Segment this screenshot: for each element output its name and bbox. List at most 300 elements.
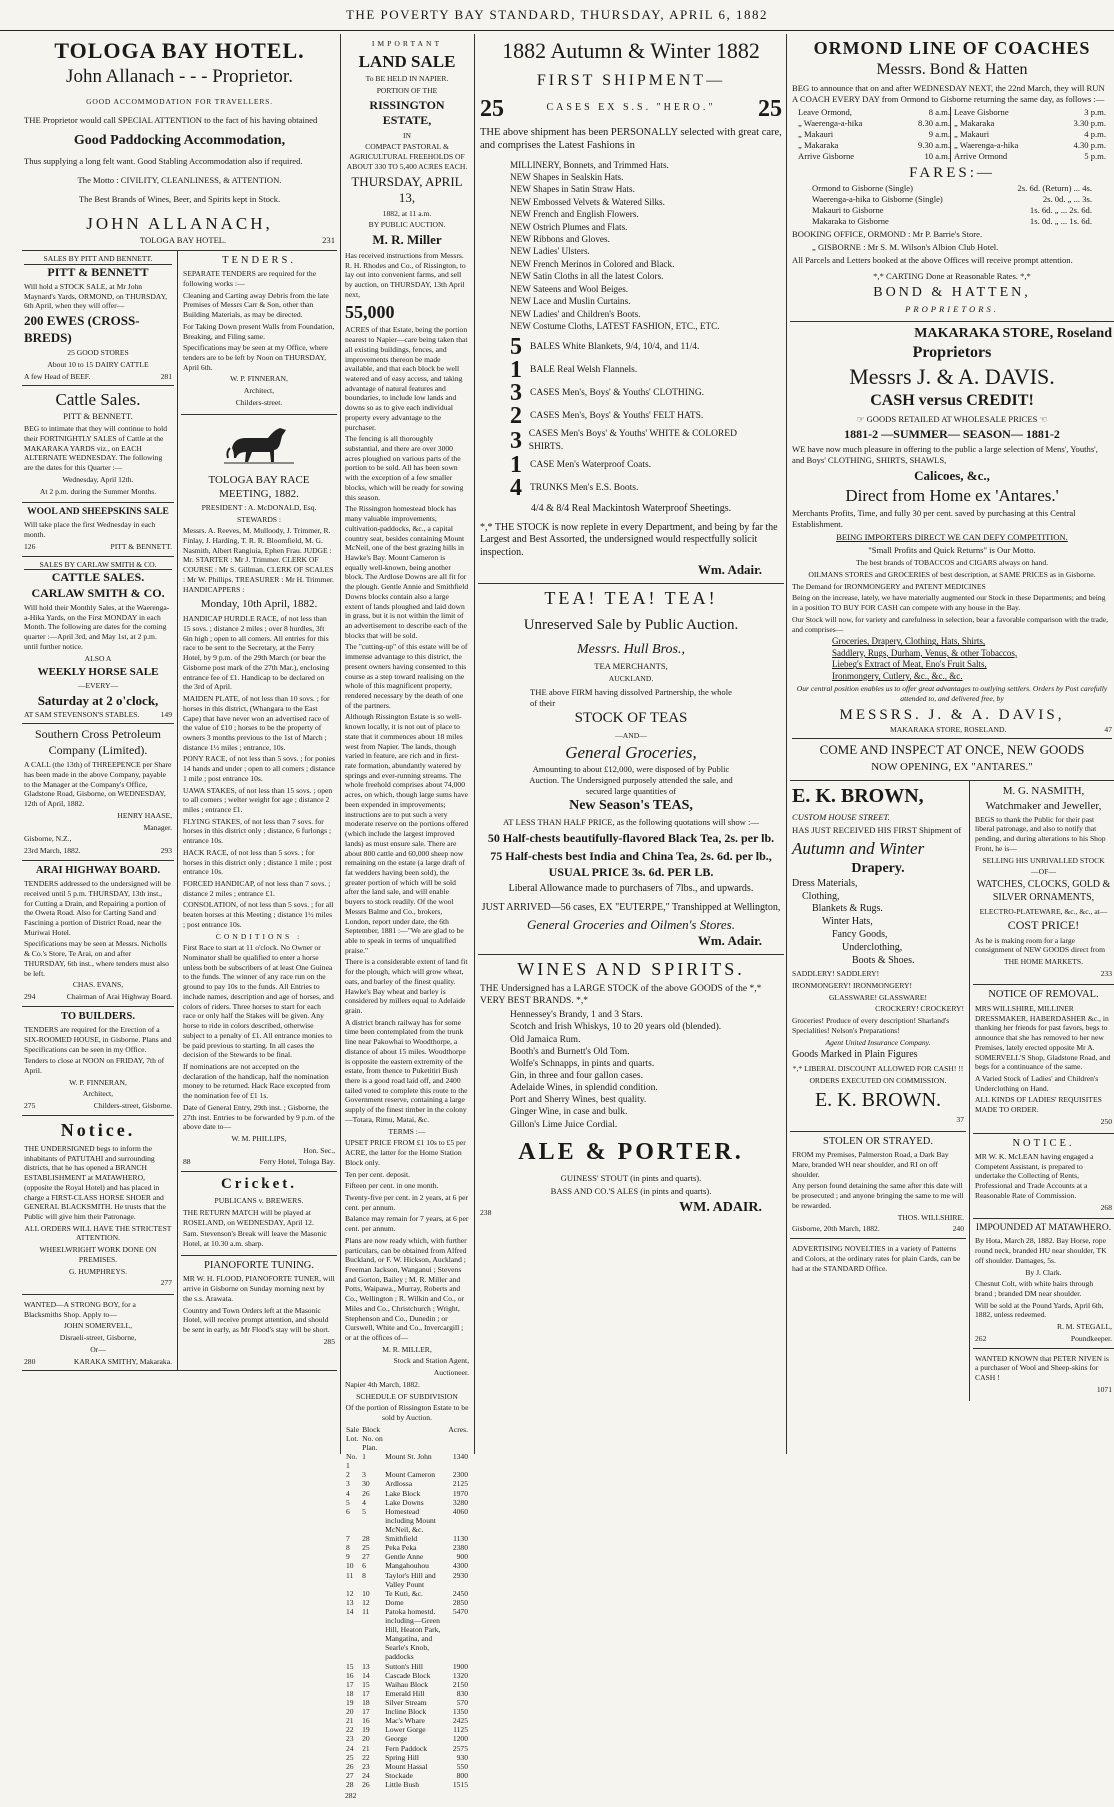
table-cell: 8	[362, 1570, 366, 1580]
column-3	[478, 34, 784, 1454]
table-cell: 14	[362, 1670, 370, 1680]
ad-body: MR W. H. FLOOD, PIANOFORTE TUNER, will arrive in Gisborne on Sunday morning next by the s.s. Arawata.	[183, 1274, 335, 1303]
ad-body: ALL KINDS OF LADIES' REQUISITES MADE TO ORDER.	[975, 1095, 1102, 1115]
table-cell: Cascade Block	[385, 1670, 431, 1680]
ad-line: PORTION OF THE	[376, 86, 438, 96]
ad-role: Stock and Station Agent,	[393, 1356, 469, 1366]
table-cell: Mount Cameron	[385, 1470, 436, 1480]
table-row	[345, 1716, 469, 1725]
ad-body: Our Stock will now, for variety and carefulness in selection, bear a favorable comparison with the trade, and comprises—	[792, 614, 1109, 634]
ad-footer	[792, 1224, 964, 1234]
table-cell: 1125	[453, 1725, 468, 1735]
ad-address: TOLOGA BAY HOTEL.	[139, 234, 227, 245]
ad-body: Balance may remain for 7 years, at 6 per cent. per annum.	[345, 1214, 469, 1234]
pitt-bennett-sale-ad	[22, 251, 174, 387]
table-cell: Dome	[385, 1597, 404, 1607]
ad-body: MRS WILLSHIRE, MILLINER DRESSMAKER, HABERDASHER &c., in thanking her friends for past favors, begs to announce that she has removed to her new Premises, lately erected opposite Mr A. SOMERVELL'S Shop, Gladstone Road, and begs for a continuance of the same.	[975, 1003, 1111, 1072]
ad-line: "Small Profits and Quick Returns" is Our Motto.	[868, 545, 1036, 556]
ad-line: BY PUBLIC AUCTION.	[368, 220, 446, 230]
ad-body: UPSET PRICE FROM £1 10s to £5 per ACRE, the latter for the Home Station Block only.	[345, 1138, 466, 1167]
ad-signature: Wm. Adair.	[697, 561, 762, 577]
ad-heading: Good Paddocking Accommodation,	[73, 133, 286, 149]
race-item: HACK RACE, of not less than 5 sovs. ; for horses in this district only ; distance 1 mile ; post entrance 10s.	[183, 847, 332, 877]
list-item	[510, 474, 752, 501]
ad-heading: CASH versus CREDIT!	[870, 392, 1034, 410]
ad-heading: Proprietors	[912, 343, 992, 361]
masthead: THE POVERTY BAY STANDARD, THURSDAY, APRIL 6, 1882	[0, 0, 1114, 31]
stop-name: „ Waerenga-a-hika	[798, 117, 863, 128]
ad-body: Being on the increase, lately, we have materially augmented our Stock in these Departments; and being in a position TO BUY FOR CASH can compete with any house in the Bay.	[792, 593, 1106, 613]
wanted-known-ad	[973, 1349, 1114, 1401]
ad-line: Or—	[90, 1344, 106, 1354]
builders-ad	[22, 1007, 174, 1116]
ad-line: IMPORTANT	[371, 39, 443, 48]
table-cell: 12	[362, 1597, 370, 1607]
timetable	[798, 107, 1106, 162]
ad-body: ACRES of that Estate, being the portion nearest to Napier—care being taken that all existing buildings, fences, and improvements thereon be made available, and that each block be well watered and of easy access, and taking advantage of natural features and boundaries, to include low lands and downs so as to give each individual property every advantage to the purchaser.	[345, 325, 468, 432]
ad-firm: Messrs J. & A. DAVIS.	[849, 363, 1055, 389]
list-item: MILLINERY, Bonnets, and Trimmed Hats.	[510, 159, 669, 170]
table-header-cell	[384, 1425, 447, 1452]
table-row	[345, 1689, 469, 1698]
table-row	[345, 1507, 469, 1534]
stop-name: „ Waerenga-a-hika	[954, 139, 1019, 150]
ad-body: HAS JUST RECEIVED HIS FIRST Shipment of	[792, 825, 962, 836]
ad-header: SALES BY CARLAW SMITH & CO.	[24, 560, 172, 571]
ad-role: Hon. Sec.,	[303, 1145, 335, 1155]
table-cell: 10	[346, 1561, 354, 1571]
race-item: CONSOLATION, of not less than 5 sovs. ; for all beaten horses at this Meeting ; distance 1½ miles ; post entrance 10s.	[183, 900, 334, 929]
ad-line: —OF—	[1031, 867, 1056, 877]
petroleum-ad	[22, 724, 174, 860]
ad-line: ALL ORDERS WILL HAVE THE STRICTEST ATTENTION.	[24, 1223, 172, 1243]
ad-body: The "cutting-up" of this estate will be of immense advantage to this district, the present owners having consented to this course as a step toward realising on the whole of this magnificent property, rendered necessary by the death of one of the partners.	[345, 642, 468, 710]
table-cell: 800	[456, 1770, 468, 1780]
ad-address: Childers-street.	[235, 397, 283, 407]
ad-header: SALES BY PITT AND BENNETT.	[24, 254, 172, 265]
ad-body: As he is making room for a large consignment of NEW GOODS direct from	[975, 935, 1105, 955]
ad-firm: M. G. NASMITH,	[1002, 785, 1085, 798]
table-cell: 16	[346, 1670, 354, 1680]
notice-ad	[22, 1116, 174, 1295]
table-cell: Emerald Hill	[385, 1688, 425, 1698]
ad-body: By Hota, March 28, 1882. Bay Horse, rope round neck, branded HU near shoulder, TK off shoulder. Damages, 5s.	[975, 1236, 1107, 1265]
table-cell: 16	[362, 1716, 370, 1726]
ad-signature: R. M. STEGALL,	[1056, 1322, 1112, 1332]
ad-heading: Unreserved Sale by Public Auction.	[523, 616, 739, 633]
fare-price: 1s. 0d. „ ... 1s. 6d.	[1029, 215, 1092, 226]
ad-role: Auctioneer.	[433, 1368, 469, 1378]
table-cell: 2125	[452, 1479, 468, 1489]
fare-row	[812, 194, 1092, 205]
ad-number: 294	[24, 992, 36, 1001]
ad-body: Will be sold at the Pound Yards, April 6th, 1882, unless redeemed.	[975, 1300, 1104, 1320]
fares-table	[812, 183, 1092, 227]
ad-line: AUCKLAND.	[608, 673, 654, 683]
bale-desc: CASES Men's Boys' & Youths' WHITE & COLORED SHIRTS.	[528, 429, 737, 452]
table-cell: 26	[362, 1488, 370, 1498]
ad-number: 280	[24, 1356, 36, 1366]
table-cell: 2300	[452, 1470, 468, 1480]
ad-auctioneer: M. R. Miller	[372, 232, 442, 248]
ad-line: TEA MERCHANTS,	[594, 660, 668, 671]
ad-heading: General Groceries,	[565, 743, 697, 763]
ad-title: TOLOGA BAY HOTEL.	[54, 38, 305, 63]
davis-store-ad	[790, 322, 1114, 782]
ad-number: 233	[1100, 968, 1112, 978]
list-item: Dress Materials,	[792, 877, 858, 889]
table-cell: 6	[346, 1506, 350, 1516]
ad-heading: WATCHES, CLOCKS, GOLD & SILVER ORNAMENTS,	[976, 878, 1111, 903]
ad-heading: FIRST SHIPMENT—	[536, 72, 726, 90]
ad-line: CROCKERY! CROCKERY!	[875, 1004, 964, 1014]
col1-split	[22, 251, 337, 1371]
ad-line: „ GISBORNE : Mr S. M. Wilson's Albion Club Hotel.	[812, 241, 999, 252]
table-cell: 1200	[452, 1734, 468, 1744]
ad-address: Disraeli-street, Gisborne,	[59, 1333, 137, 1343]
table-cell: Ardlossa	[385, 1479, 413, 1489]
ad-body: WANTED—A STRONG BOY, for a Blacksmiths Shop. Apply to—	[24, 1300, 136, 1319]
list-item	[510, 334, 752, 361]
ad-signature: BOND & HATTEN,	[873, 284, 1031, 300]
table-cell: 1	[362, 1452, 366, 1462]
ad-title: Cricket.	[220, 1176, 298, 1193]
stop-time: 8.30 a.m.	[918, 117, 950, 128]
table-cell: 5	[346, 1497, 350, 1507]
list-item: Adelaide Wines, in splendid condition.	[510, 1083, 658, 1094]
advertising-ad	[790, 1239, 966, 1279]
bale-count: 4	[510, 474, 522, 501]
table-cell: 2425	[452, 1716, 468, 1726]
table-cell: 2850	[452, 1597, 468, 1607]
ad-line: About 10 to 15 DAIRY CATTLE	[47, 360, 149, 370]
ad-title: LAND SALE	[358, 51, 456, 71]
table-header-cell: Sale Lot.	[346, 1424, 360, 1443]
ad-address: KARAKA SMITHY, Makaraka.	[73, 1356, 172, 1366]
ad-title: STOLEN OR STRAYED.	[823, 1135, 933, 1147]
ad-signature: E. K. BROWN.	[814, 1088, 942, 1111]
removal-ad	[973, 985, 1114, 1133]
ad-date: Gisborne, 20th March, 1882.	[792, 1224, 880, 1234]
table-cell: 21	[362, 1743, 370, 1753]
ad-title: PIANOFORTE TUNING.	[203, 1259, 314, 1271]
subdivision-table-body	[345, 1452, 469, 1789]
ad-signature: CHAS. EVANS,	[72, 980, 124, 990]
cricket-ad	[181, 1172, 337, 1256]
ad-heading: SCHEDULE OF SUBDIVISION	[356, 1391, 458, 1401]
ad-footer	[183, 1157, 335, 1167]
table-cell: 18	[346, 1688, 354, 1698]
ad-body: Will hold a STOCK SALE, at Mr John Maynard's Yards, ORMOND, on THURSDAY, 6th April, when they will offer—	[24, 281, 167, 311]
wines-spirits-ad	[478, 955, 784, 1222]
table-cell: 22	[362, 1752, 370, 1762]
ad-line: SADDLERY! SADDLERY!	[792, 969, 880, 979]
table-cell: 1350	[452, 1707, 468, 1717]
ad-signature: Wm. Adair.	[697, 933, 762, 949]
table-row	[345, 1489, 469, 1498]
ad-heading: COST PRICE!	[1007, 918, 1080, 933]
acres-figure	[345, 301, 469, 323]
list-item: Liebeg's Extract of Meat, Eno's Fruit Salts,	[832, 659, 987, 670]
list-item: NEW Ostrich Plumes and Flats.	[510, 221, 628, 232]
ad-line: IRONMONGERY! IRONMONGERY!	[792, 981, 913, 991]
col1-left	[22, 251, 177, 1370]
bale-count: 3	[510, 427, 522, 454]
timetable-row	[954, 118, 1106, 129]
ad-title: Cattle Sales.	[55, 390, 141, 410]
ad-date: Napier 4th March, 1882.	[345, 1379, 420, 1389]
ad-title: TENDERS.	[222, 254, 296, 266]
stop-time: 3 p.m.	[1084, 106, 1106, 117]
ad-heading: Calicoes, &c.,	[914, 467, 990, 483]
table-cell: 1320	[452, 1670, 468, 1680]
brown-items-list	[792, 878, 964, 968]
table-cell: Homestead including Mount McNeil, &c.	[385, 1506, 436, 1534]
table-cell: Lake Downs	[385, 1497, 424, 1507]
list-item: NEW Shapes in Satin Straw Hats.	[510, 184, 635, 195]
ad-body: First Race to start at 11 o'clock. No Owner or Nominator shall be qualified to enter a horse unless both be subscribers of at least One Guinea to the funds. The winner of any race run on the ground to pay 10s to the funds. All Entries to include names, description and age of horses, and colors of riders. Three horses to start for each race or only half the Stakes will be given. Any horse to ride in colors described, otherwise subject to a penalty of £1. All entrance monies to be paid previous to starting. In all cases the decision of the Stewards to be final.	[183, 943, 334, 1060]
ad-body: Has received instructions from Messrs. R. H. Rhodes and Co., of Rissington, to lay out into convenient farms, and sell by auction, on THURSDAY, 13th April next,	[345, 250, 466, 299]
table-cell: Mac's Whare	[385, 1716, 425, 1726]
ad-line: *,* CARTING Done at Reasonable Rates. *,*	[873, 270, 1031, 281]
bale-desc: CASES Men's, Boys' & Youths' CLOTHING.	[530, 388, 705, 399]
ad-body: Cleaning and Carting away Debris from the late Premises of Messrs Carr & Son, other than Building Materials, as may be directed.	[183, 290, 329, 320]
race-item: FLYING STAKES, of not less than 7 sovs. for horses in this district only ; distance, 6 furlongs ; entrance 10s.	[183, 816, 332, 846]
column-rule	[786, 34, 787, 1454]
horse-illustration	[183, 422, 335, 469]
ad-body: Our central position enables us to offer great advantages to outlying settlers. Orders by Post carefully attended to, and delivered free, by	[796, 684, 1108, 704]
ad-line: PRESIDENT : A. McDONALD, Esq.	[201, 502, 317, 512]
table-cell: George	[385, 1734, 408, 1744]
table-cell: 2575	[452, 1743, 468, 1753]
ad-number: 37	[956, 1115, 964, 1125]
ad-heading: Saturday at 2 o'clock,	[37, 693, 159, 709]
timetable-right	[950, 107, 1106, 162]
timetable-row	[798, 151, 950, 162]
ad-footer	[975, 1334, 1112, 1344]
ad-line: 25 GOOD STORES	[67, 348, 129, 358]
ad-firm: PITT & BENNETT.	[110, 541, 172, 551]
ad-footer	[24, 542, 172, 552]
list-item	[510, 451, 752, 478]
table-row	[345, 1452, 469, 1470]
ad-body: JUST ARRIVED—56 cases, EX "EUTERPE," Transhipped at Wellington,	[481, 901, 781, 913]
column-2	[343, 34, 471, 1801]
timetable-row	[954, 129, 1106, 140]
table-row	[345, 1671, 469, 1680]
timetable-left	[798, 107, 950, 162]
ad-line: COMPACT PASTORAL & AGRICULTURAL FREEHOLDS OF ABOUT 330 TO 5,400 ACRES EACH.	[346, 142, 468, 171]
fare-route: Makauri to Gisborne	[812, 204, 884, 215]
table-cell: 900	[456, 1552, 468, 1562]
ad-signature: G. HUMPHREYS.	[68, 1266, 128, 1276]
tologa-hotel-ad	[22, 34, 337, 251]
ad-heading: 1881-2 —SUMMER— SEASON— 1881-2	[844, 426, 1060, 441]
ad-role: Poundkeeper.	[1070, 1333, 1112, 1343]
ad-firm: E. K. BROWN,	[792, 785, 924, 808]
table-cell: Taylor's Hill and Valley Pount	[385, 1570, 436, 1589]
ad-heading: STOCK OF TEAS	[574, 710, 688, 727]
ad-number: 282	[345, 1791, 357, 1801]
ad-title: 1882 Autumn & Winter 1882	[502, 38, 760, 63]
col1-right	[177, 251, 337, 1370]
stop-time: 10 a.m.	[924, 150, 950, 161]
ad-body: Liberal Allowance made to purchasers of 7lbs., and upwards.	[508, 883, 754, 895]
ad-line: AT LESS THAN HALF PRICE, as the following quotations will show :—	[502, 816, 760, 827]
ad-line: —AND—	[615, 730, 647, 740]
table-cell: 20	[362, 1734, 370, 1744]
ad-line: THE HOME MARKETS.	[1003, 957, 1084, 967]
table-cell: Little Bush	[385, 1780, 420, 1790]
ormond-coaches-ad	[790, 34, 1114, 322]
stop-name: „ Makaraka	[798, 139, 839, 150]
table-row	[345, 1607, 469, 1662]
ad-body: Sam. Stevenson's Break will leave the Masonic Hotel, at 10.30 a.m. sharp.	[183, 1229, 327, 1249]
ad-signature: JOHN SOMERVELL,	[63, 1321, 133, 1331]
wool-sale-ad	[22, 503, 174, 556]
ad-body: Ten per cent. deposit.	[345, 1169, 411, 1179]
ad-proprietor: John Allanach - - - Proprietor.	[66, 66, 293, 88]
table-cell: 11	[346, 1570, 354, 1580]
list-item: NEW Embossed Velvets & Watered Silks.	[510, 196, 665, 207]
list-item: Gin, in three and four gallon cases.	[510, 1070, 643, 1081]
table-row	[345, 1598, 469, 1607]
ad-heading: THURSDAY, APRIL 13,	[351, 173, 463, 206]
cattle-sales-ad	[22, 386, 174, 503]
shipment-count: 25	[758, 95, 782, 122]
table-row	[345, 1725, 469, 1734]
list-item: Clothing,	[802, 890, 840, 902]
ad-body: *,* THE STOCK is now replete in every Department, and being by far the Largest and Best Assorted, the undersigned would respectfully solicit inspection.	[480, 521, 778, 559]
list-item: Port and Sherry Wines, best quality.	[510, 1095, 647, 1106]
ad-firm: PITT & BENNETT	[47, 264, 149, 279]
list-item: Boots & Shoes.	[852, 954, 915, 966]
table-cell: Waihau Block	[385, 1679, 429, 1689]
table-cell: 13	[362, 1661, 370, 1671]
ad-body: Country and Town Orders left at the Masonic Hotel, will receive prompt attention, and should be sent in early, as Mr Flood's stay will be short.	[183, 1305, 330, 1334]
table-cell: 3	[362, 1470, 366, 1480]
ad-body: Any person found detaining the same after this date will be prosecuted ; and anyone bringing the same to me will be rewarded.	[792, 1181, 964, 1210]
list-item: Groceries, Drapery, Clothing, Hats, Shirts,	[832, 636, 986, 647]
list-item: Fancy Goods,	[832, 928, 888, 940]
list-item: NEW Ladies' and Children's Boots.	[510, 308, 641, 319]
table-cell: 9	[346, 1552, 350, 1562]
table-cell: 7	[346, 1534, 350, 1544]
table-cell: 10	[362, 1588, 370, 1598]
table-row	[345, 1734, 469, 1743]
table-cell: 8	[346, 1543, 350, 1553]
table-cell: 830	[456, 1688, 468, 1698]
stop-time: 3.30 p.m.	[1073, 117, 1106, 128]
list-item	[510, 403, 752, 430]
table-cell: 26	[346, 1761, 354, 1771]
ad-body: ADVERTISING NOVELTIES in a variety of Patterns and Colors, at the ordinary rates for plain Cards, can be had at the STANDARD Office.	[792, 1244, 961, 1273]
ad-body: WANTED KNOWN that PETER NIVEN is a purchaser of Wool and Sheep-skins for CASH !	[975, 1353, 1109, 1383]
ad-number: 250	[1100, 1116, 1112, 1126]
table-cell: 27	[346, 1770, 354, 1780]
list-item: NEW French and English Flowers.	[510, 209, 639, 220]
table-cell: 12	[346, 1588, 354, 1598]
table-row	[345, 1561, 469, 1570]
ad-number: 293	[160, 845, 172, 855]
table-cell: 27	[362, 1552, 370, 1562]
bale-count: 1	[510, 357, 522, 384]
autumn-winter-ad	[478, 34, 784, 584]
table-cell: 13	[346, 1597, 354, 1607]
ad-line: Of the portion of Rissington Estate to be sold by Auction.	[345, 1403, 469, 1423]
table-cell: 4	[346, 1488, 350, 1498]
race-item: UAWA STAKES, of not less than 15 sovs. ; open to all comers ; welter weight for age ; distance 2 miles ; entrance £1.	[183, 785, 333, 814]
ad-number: 47	[1104, 725, 1112, 735]
shipment-line	[480, 95, 782, 122]
table-cell: Smithfield	[385, 1534, 418, 1544]
table-cell: Mount Hassal	[385, 1761, 428, 1771]
list-item: Old Jamaica Rum.	[510, 1034, 581, 1045]
list-item: NEW Sateens and Wool Beiges.	[510, 283, 629, 294]
table-row	[345, 1470, 469, 1479]
ad-line: WHEELWRIGHT WORK DONE ON PREMISES.	[39, 1245, 157, 1264]
ad-line: BASS AND CO.'S ALES (in pints and quarts).	[550, 1186, 712, 1197]
ad-heading: COME AND INSPECT AT ONCE, NEW GOODS	[792, 738, 1112, 759]
table-cell: 4300	[452, 1561, 468, 1571]
table-cell: 570	[456, 1698, 468, 1708]
list-item: NEW Satin Cloths in all the latest Colors.	[510, 271, 664, 282]
table-cell: 4	[362, 1497, 366, 1507]
ad-line: NOW OPENING, EX "ANTARES."	[871, 761, 1033, 774]
column-rule	[474, 34, 475, 1454]
table-row	[345, 1762, 469, 1771]
list-item: NEW Ladies' Ulsters.	[510, 246, 590, 257]
ad-title: Notice.	[60, 1119, 136, 1140]
table-cell: 3280	[452, 1497, 468, 1507]
ad-number: 262	[975, 1333, 987, 1343]
ad-signature: THOS. WILLSHIRE.	[897, 1212, 964, 1222]
ad-line-text: GOODS RETAILED AT WHOLESALE PRICES	[866, 413, 1038, 424]
ad-body: BEG to intimate that they will continue to hold their FORTNIGHTLY SALES of Cattle at the MAKARAKA YARDS viz., on EACH ALTERNATE WEDNESDAY. The following are the dates for this Quarter :—	[24, 424, 167, 473]
table-cell: Patoka homestd. including—Green Hill, Heaton Park, Mangatina, and Searle's Knob, paddocks	[385, 1606, 441, 1662]
ad-firm: Messrs. Hull Bros.,	[577, 641, 685, 657]
table-row	[345, 1744, 469, 1753]
stop-name: Leave Ormond,	[798, 106, 852, 117]
ad-line: Wednesday, April 12th.	[62, 474, 134, 484]
ad-address: CUSTOM HOUSE STREET.	[792, 812, 890, 823]
ad-body: THE Proprietor would call SPECIAL ATTENTION to the fact of his having obtained	[24, 115, 318, 126]
ad-date: 23rd March, 1882.	[24, 845, 81, 855]
table-cell: 2150	[452, 1679, 468, 1689]
ad-body: Specifications may be seen at Messrs. Nicholls & Co.'s Store, Te Arai, on and after THURSDAY, 6th inst., where tenders must also be left.	[24, 939, 169, 978]
tea-ad	[478, 584, 784, 955]
ad-body: Plans are now ready which, with further particulars, can be obtained from Alfred Buckland, or F. W. Hickson, Auckland ; Freeman Jackson, Wanganui ; Stevens and Gorton, Bailey ; M. R. Miller and Potts, Waipawa., Murray, Roberts and Co., Wellington ; R. Wilkin and Co., or Miles and Co., Christchurch ; Wright, Stephenson and Co., Dunedin ; or Curswell, White and Co., Invercargill ; or at the offices of—	[345, 1235, 467, 1342]
bale-count: 1	[510, 451, 522, 478]
col4-right	[969, 781, 1114, 1400]
list-item: Gillon's Lime Juice Cordial.	[510, 1119, 618, 1130]
ad-heading: Drapery.	[851, 860, 905, 876]
list-item: NEW Lace and Muslin Curtains.	[510, 296, 631, 307]
ad-role: Watchmaker and Jeweller,	[985, 799, 1102, 812]
wine-list	[510, 1009, 752, 1131]
table-cell: Peka Peka	[385, 1543, 417, 1553]
ad-role: PROPRIETORS.	[905, 303, 999, 314]
ad-body: Merchants Profits, Time, and fully 30 per cent. saved by purchasing at this Central Establishment.	[792, 508, 1076, 530]
ad-footer	[24, 1101, 172, 1111]
table-cell: 28	[362, 1534, 370, 1544]
bale-count: 5	[510, 334, 522, 361]
table-cell: 18	[362, 1698, 370, 1708]
list-item: NEW Costume Cloths, LATEST FASHION, ETC., ETC.	[510, 320, 720, 331]
table-cell: Fern Paddock	[385, 1743, 428, 1753]
table-cell: Spring Hill	[385, 1752, 420, 1762]
table-cell: 22	[346, 1725, 354, 1735]
